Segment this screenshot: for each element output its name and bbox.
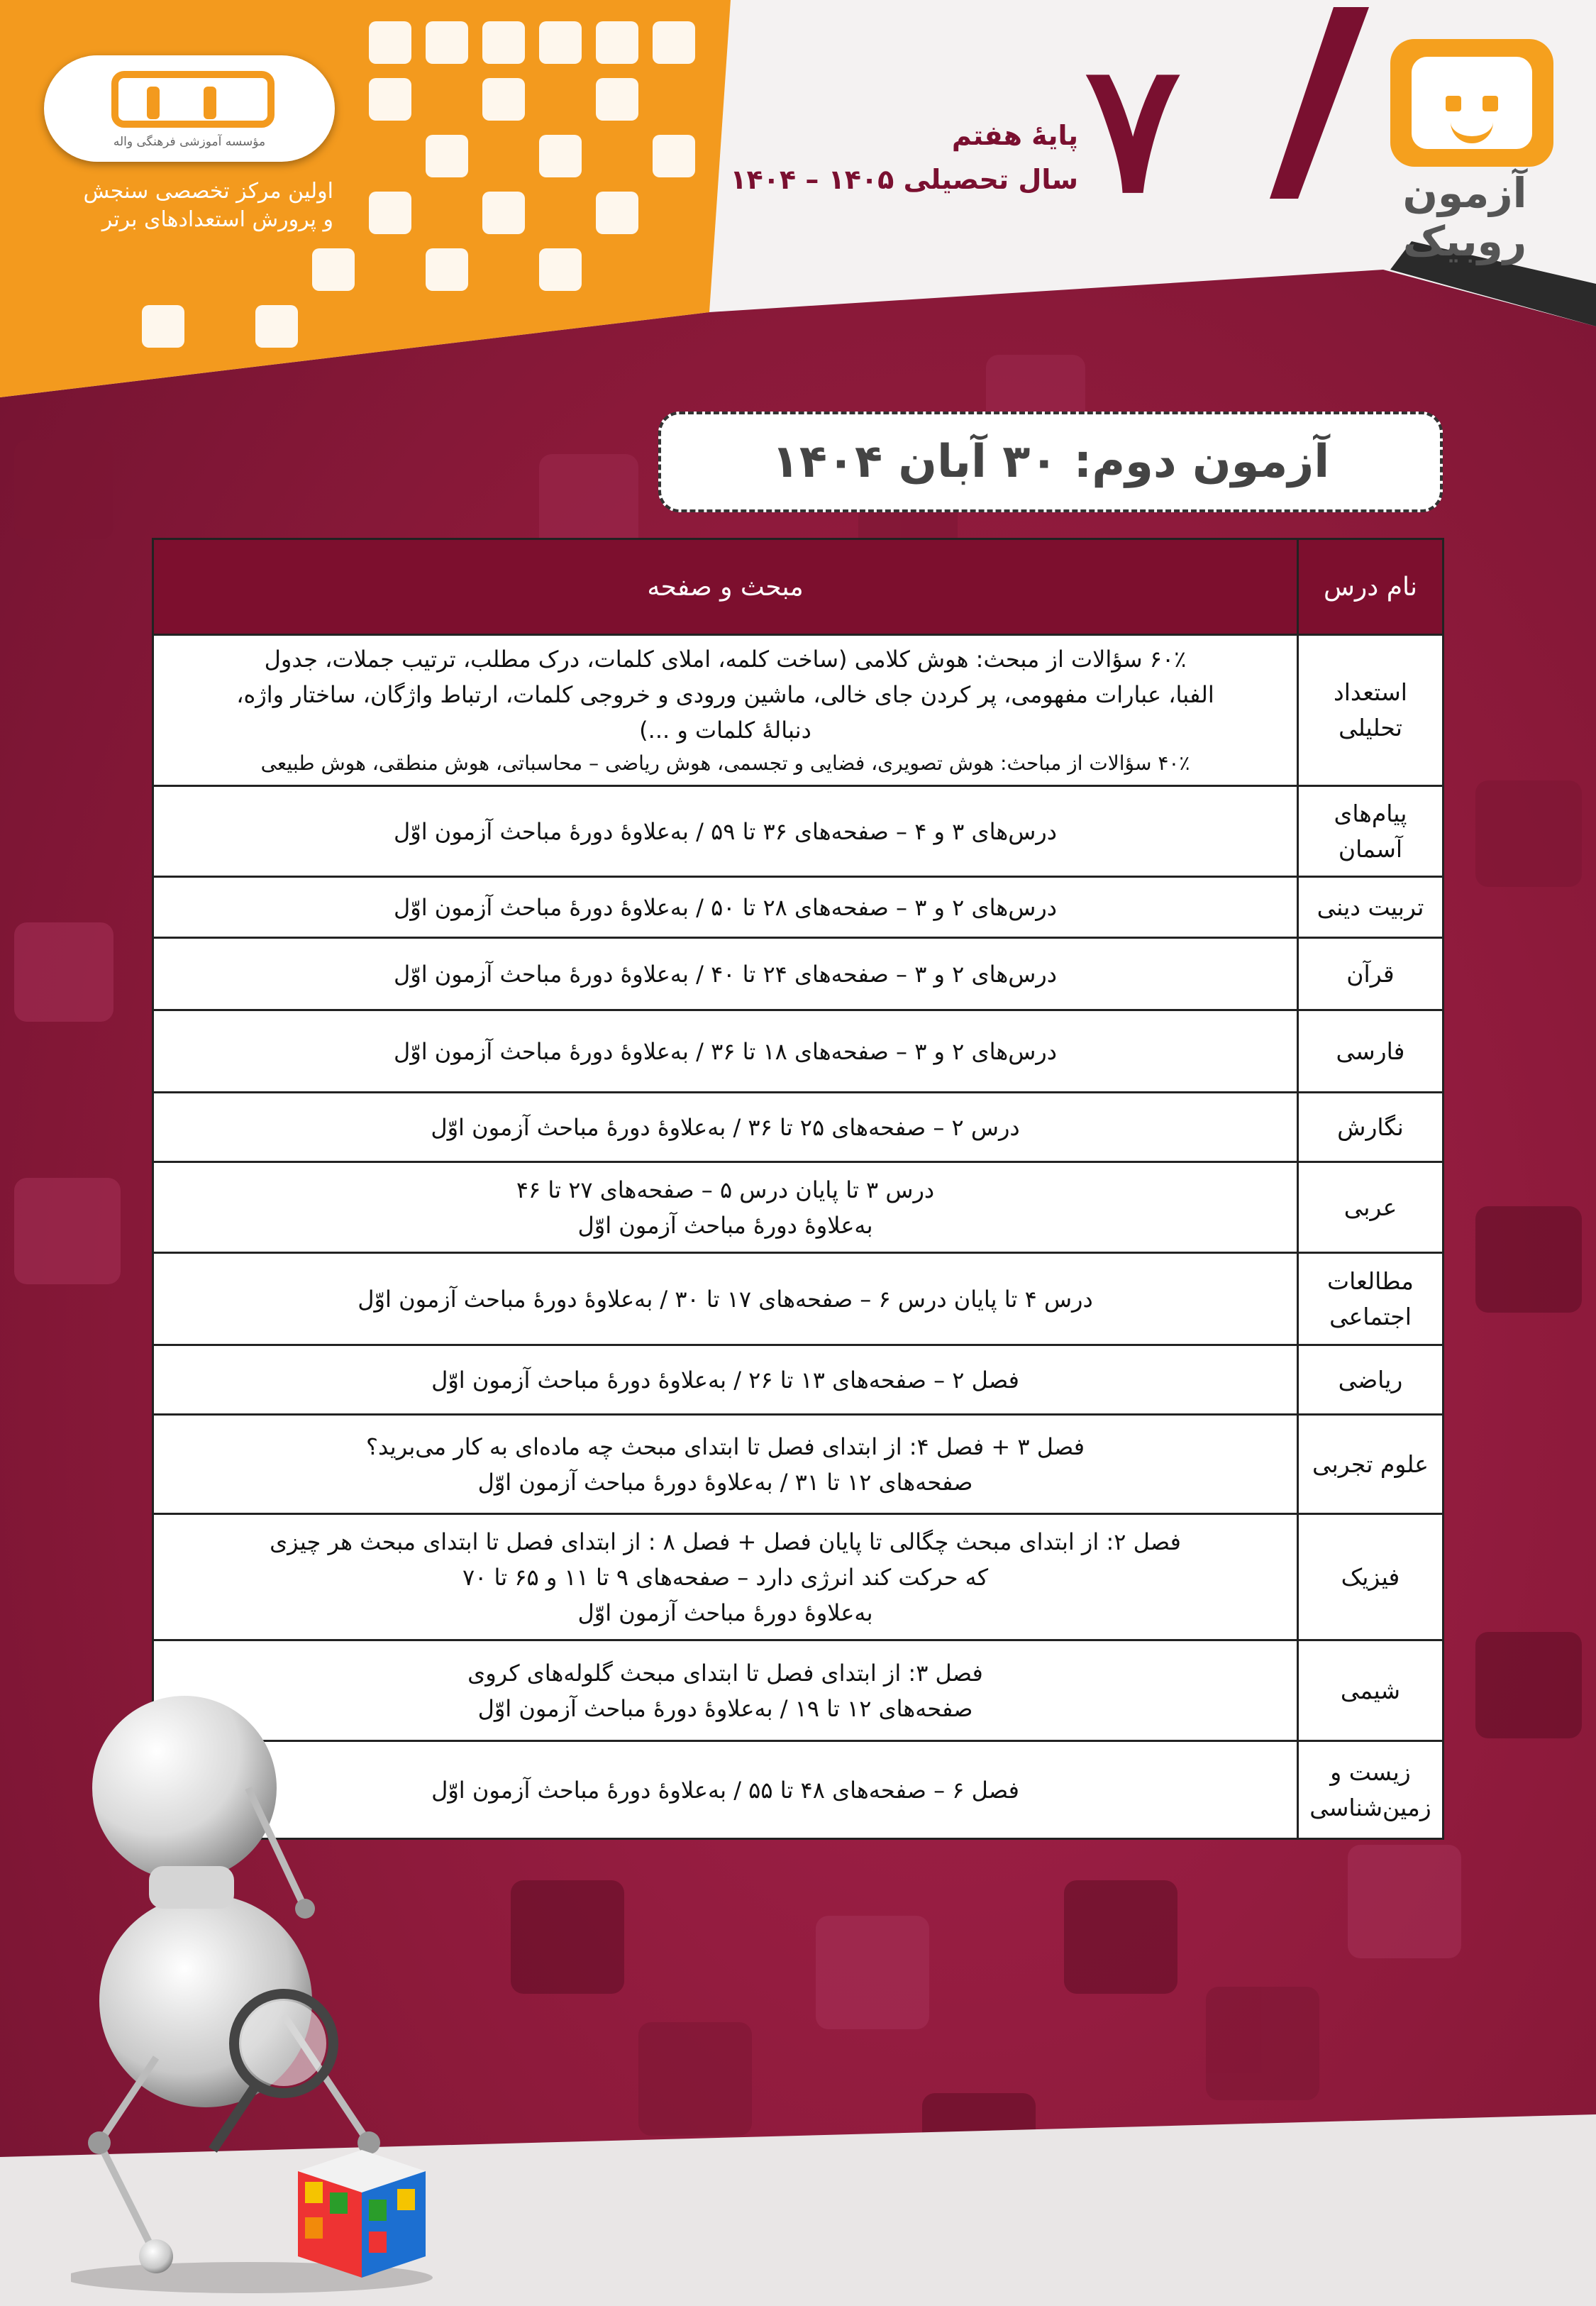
topic-line-small: ۴۰٪ سؤالات از مباحث: هوش تصویری، فضایی و تجسمی، هوش ریاضی – محاسباتی، هوش منطقی، هوش طبیعی [260,751,1190,775]
topic-line: درس‌های ۲ و ۳ – صفحه‌های ۲۴ تا ۴۰ / به‌علاوهٔ دورهٔ مباحث آزمون اوّل [394,960,1057,988]
subject-cell: قرآن [1298,938,1443,1010]
subject-cell: ریاضی [1298,1345,1443,1415]
grade-label: پایهٔ هفتم [951,120,1078,151]
table-row [153,1514,1443,1640]
table-row [153,1162,1443,1253]
brand-icon-eye-right [1483,96,1498,111]
tagline-line-1: اولین مرکز تخصصی سنجش [83,179,333,204]
subject-cell: تربیت دینی [1298,877,1443,938]
table-row [153,1345,1443,1415]
topic-cell [153,1253,1298,1345]
topic-line: درس ۲ – صفحه‌های ۲۵ تا ۳۶ / به‌علاوهٔ دورهٔ مباحث آزمون اوّل [431,1113,1020,1141]
topic-line: به‌علاوهٔ دورهٔ مباحث آزمون اوّل [577,1211,873,1239]
topic-line: صفحه‌های ۱۲ تا ۳۱ / به‌علاوهٔ دورهٔ مباحث آزمون اوّل [477,1468,973,1496]
subject-cell: عربی [1298,1162,1443,1253]
topic-line: فصل ۳ + فصل ۴: از ابتدای فصل تا ابتدای مبحث چه ماده‌ای به کار می‌برید؟ [366,1433,1085,1460]
subject-cell: مطالعات اجتماعی [1298,1253,1443,1345]
table-row [153,635,1443,786]
table-row [153,877,1443,938]
table-row [153,938,1443,1010]
institute-tagline [50,177,333,234]
valeh-logo [44,55,335,162]
topic-cell [153,1345,1298,1415]
topic-cell [153,1162,1298,1253]
exam-title-box [658,412,1443,512]
topic-line: دنبالهٔ کلمات و ...) [639,717,811,744]
tagline-line-2: و پرورش استعدادهای برتر [101,207,333,232]
topic-line: که حرکت کند انرژی دارد – صفحه‌های ۹ تا ۱۱ و ۶۵ تا ۷۰ [462,1563,989,1591]
col-header-subject: نام درس [1298,539,1443,635]
academic-year: سال تحصیلی ۱۴۰۵ – ۱۴۰۴ [730,164,1078,195]
subject-cell: نگارش [1298,1093,1443,1162]
topic-cell [153,1514,1298,1640]
subject-cell: فارسی [1298,1010,1443,1093]
rubik-brand-icon [1390,39,1553,167]
topic-cell [153,938,1298,1010]
topic-line: فصل ۳: از ابتدای فصل تا ابتدای مبحث گلوله‌های کروی [467,1659,983,1687]
topic-cell [153,786,1298,877]
table-row [153,786,1443,877]
grade-info [709,114,1078,202]
subject-cell: علوم تجربی [1298,1415,1443,1514]
exam-title: آزمون دوم: ۳۰ آبان ۱۴۰۴ [771,436,1330,488]
table-row [153,1253,1443,1345]
subject-cell: زیست و زمین‌شناسی [1298,1741,1443,1839]
topic-line: درس‌های ۲ و ۳ – صفحه‌های ۱۸ تا ۳۶ / به‌علاوهٔ دورهٔ مباحث آزمون اوّل [394,1037,1057,1065]
table-header-row [153,539,1443,635]
brand-icon-smile [1451,119,1493,143]
valeh-logo-mark [111,71,275,128]
subject-cell: پیام‌های آسمان [1298,786,1443,877]
brand-name: آزمون روبیک [1402,169,1527,265]
topic-line: صفحه‌های ۱۲ تا ۱۹ / به‌علاوهٔ دورهٔ مباحث آزمون اوّل [477,1694,973,1722]
table-row [153,1415,1443,1514]
robot-mascot [71,1689,440,2299]
topic-line: درس‌های ۲ و ۳ – صفحه‌های ۲۸ تا ۵۰ / به‌علاوهٔ دورهٔ مباحث آزمون اوّل [394,893,1057,921]
rubiks-cube [298,2150,426,2278]
col-header-topic: مبحث و صفحه [153,539,1298,635]
topic-cell [153,1415,1298,1514]
subject-cell: شیمی [1298,1640,1443,1741]
institute-small-name: مؤسسه آموزشی فرهنگی واله [113,135,266,149]
topic-line: درس‌های ۳ و ۴ – صفحه‌های ۳۶ تا ۵۹ / به‌علاوهٔ دورهٔ مباحث آزمون اوّل [394,817,1057,845]
brand-icon-eye-left [1446,96,1461,111]
topic-line: فصل ۲: از ابتدای مبحث چگالی تا پایان فصل + فصل ۸ : از ابتدای فصل تا ابتدای مبحث هر چیزی [270,1528,1181,1555]
topic-line: فصل ۶ – صفحه‌های ۴۸ تا ۵۵ / به‌علاوهٔ دورهٔ مباحث آزمون اوّل [431,1776,1019,1804]
topic-line: به‌علاوهٔ دورهٔ مباحث آزمون اوّل [577,1599,873,1626]
grade-number: ۷ [1085,23,1181,232]
topic-line: ۶۰٪ سؤالات از مبحث: هوش کلامی (ساخت کلمه، املای کلمات، درک مطلب، ترتیب جملات، جدول [264,646,1187,673]
table-row [153,1010,1443,1093]
topic-line: الفبا، عبارات مفهومی، پر کردن جای خالی، ماشین ورودی و خروجی کلمات، ارتباط واژگان، ساختار واژه، [236,681,1214,708]
subject-cell: استعداد تحلیلی [1298,635,1443,786]
header [0,0,1596,426]
table-row [153,1093,1443,1162]
topic-cell [153,1093,1298,1162]
subject-cell: فیزیک [1298,1514,1443,1640]
topic-line: درس ۳ تا پایان درس ۵ – صفحه‌های ۲۷ تا ۴۶ [516,1176,935,1203]
topic-cell [153,1010,1298,1093]
topic-line: درس ۴ تا پایان درس ۶ – صفحه‌های ۱۷ تا ۳۰ / به‌علاوهٔ دورهٔ مباحث آزمون اوّل [358,1285,1093,1313]
exam-schedule-table [152,538,1444,1840]
topic-line: فصل ۲ – صفحه‌های ۱۳ تا ۲۶ / به‌علاوهٔ دورهٔ مباحث آزمون اوّل [431,1366,1019,1394]
topic-cell [153,877,1298,938]
topic-cell [153,635,1298,786]
